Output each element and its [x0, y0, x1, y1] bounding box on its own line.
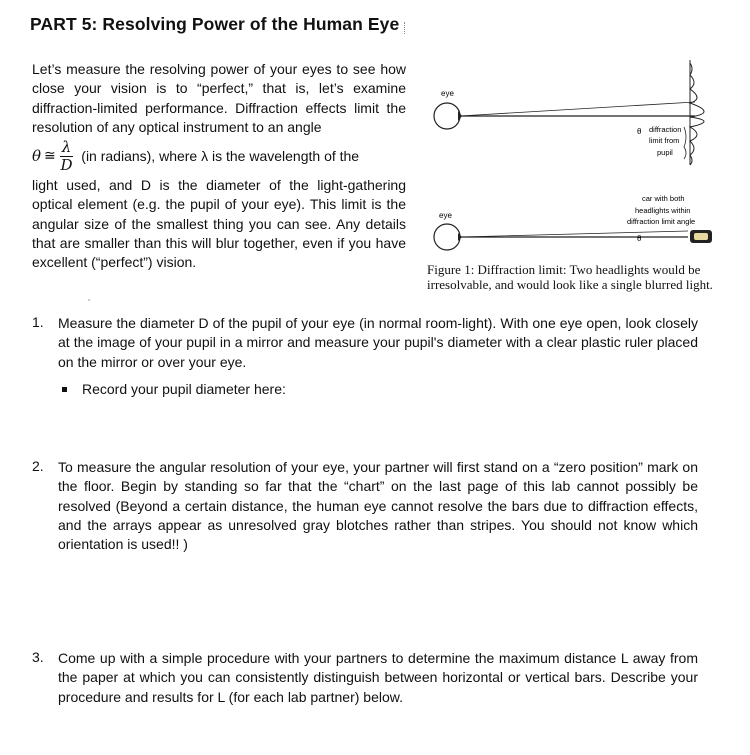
- intro-paragraph-1: Let’s measure the resolving power of your eyes to see how close your vision is to “perfect,” that is, let’s examine diffraction-limited performance. Diffraction effects limit the resolution of any optical instrument to an angle: [32, 61, 406, 135]
- question-3-number: 3.: [32, 649, 44, 665]
- bottom-ray: [460, 231, 688, 237]
- intro-paragraph-2: light used, and D is the diameter of the light-gathering optical element (e.g. the pupil of your eye). This limit is the angular size of the smallest thing you can see. Any details that are smaller than this will blur together, even if you have excellent (“perfect”) vision.: [32, 177, 406, 271]
- formula-theta: θ: [32, 147, 42, 166]
- headlight-icon: [694, 233, 708, 240]
- bottom-eye-icon: [434, 224, 460, 250]
- bottom-eye-label: eye: [439, 211, 452, 220]
- formula-tail: (in radians), where λ is the wavelength of the: [81, 148, 360, 165]
- bottom-car-line2: headlights within: [635, 206, 691, 215]
- title-marker: [404, 22, 406, 34]
- question-2-number: 2.: [32, 458, 44, 474]
- top-theta-label: θ: [637, 127, 642, 136]
- top-ray: [460, 102, 695, 116]
- top-eye-icon: [434, 103, 460, 129]
- diffraction-pattern: [690, 63, 704, 165]
- diffraction-note-line3: pupil: [657, 148, 673, 157]
- diffraction-note-line2: limit from: [649, 136, 680, 145]
- formula-approx: ≅: [44, 148, 56, 165]
- figure-caption: Figure 1: Diffraction limit: Two headlights would be irresolvable, and would look like a single blurred light.: [427, 262, 713, 292]
- formula-line: [32, 139, 406, 174]
- formula-fraction: [60, 139, 74, 174]
- formula-denominator: D: [60, 156, 73, 175]
- pupil-record-item: [62, 381, 286, 397]
- intro-text: [32, 60, 406, 273]
- question-1-text: Measure the diameter D of the pupil of your eye (in normal room-light). With one eye open, look closely at the image of your pupil in a mirror and measure your pupil's diameter with a clear plastic ruler placed on the mirror or over your eye.: [58, 315, 698, 370]
- bullet-square-icon: [62, 387, 67, 392]
- bottom-car-line3: diffraction limit angle: [627, 217, 696, 226]
- question-2-text: To measure the angular resolution of your eye, your partner will first stand on a “zero position” mark on the floor. Begin by standing so far that the “chart” on the last page of this lab cannot possibly be resolved (Beyond a certain distance, the human eye cannot resolve the bars due to diffraction effects, and the arrays appear as unresolved gray blotches rather than stripes. You should not know which orientation is used!! ): [58, 459, 698, 553]
- top-eye-label: eye: [441, 89, 454, 98]
- note-brace: [684, 127, 686, 159]
- pupil-record-label: Record your pupil diameter here:: [82, 381, 286, 397]
- question-1-number: 1.: [32, 314, 44, 330]
- question-3-text: Come up with a simple procedure with your partners to determine the maximum distance L away from the paper at which you can consistently distinguish between horizontal or vertical bars. Describe your procedure and results for L (for each lab partner) below.: [58, 650, 698, 705]
- diffraction-note-line1: diffraction: [649, 125, 682, 134]
- scan-speck: [88, 299, 90, 301]
- bottom-theta-label: θ: [637, 234, 642, 243]
- page-title: PART 5: Resolving Power of the Human Eye: [30, 14, 400, 34]
- bottom-car-line1: car with both: [642, 194, 685, 203]
- diffraction-figure: [420, 55, 740, 260]
- formula-numerator: λ: [61, 138, 72, 157]
